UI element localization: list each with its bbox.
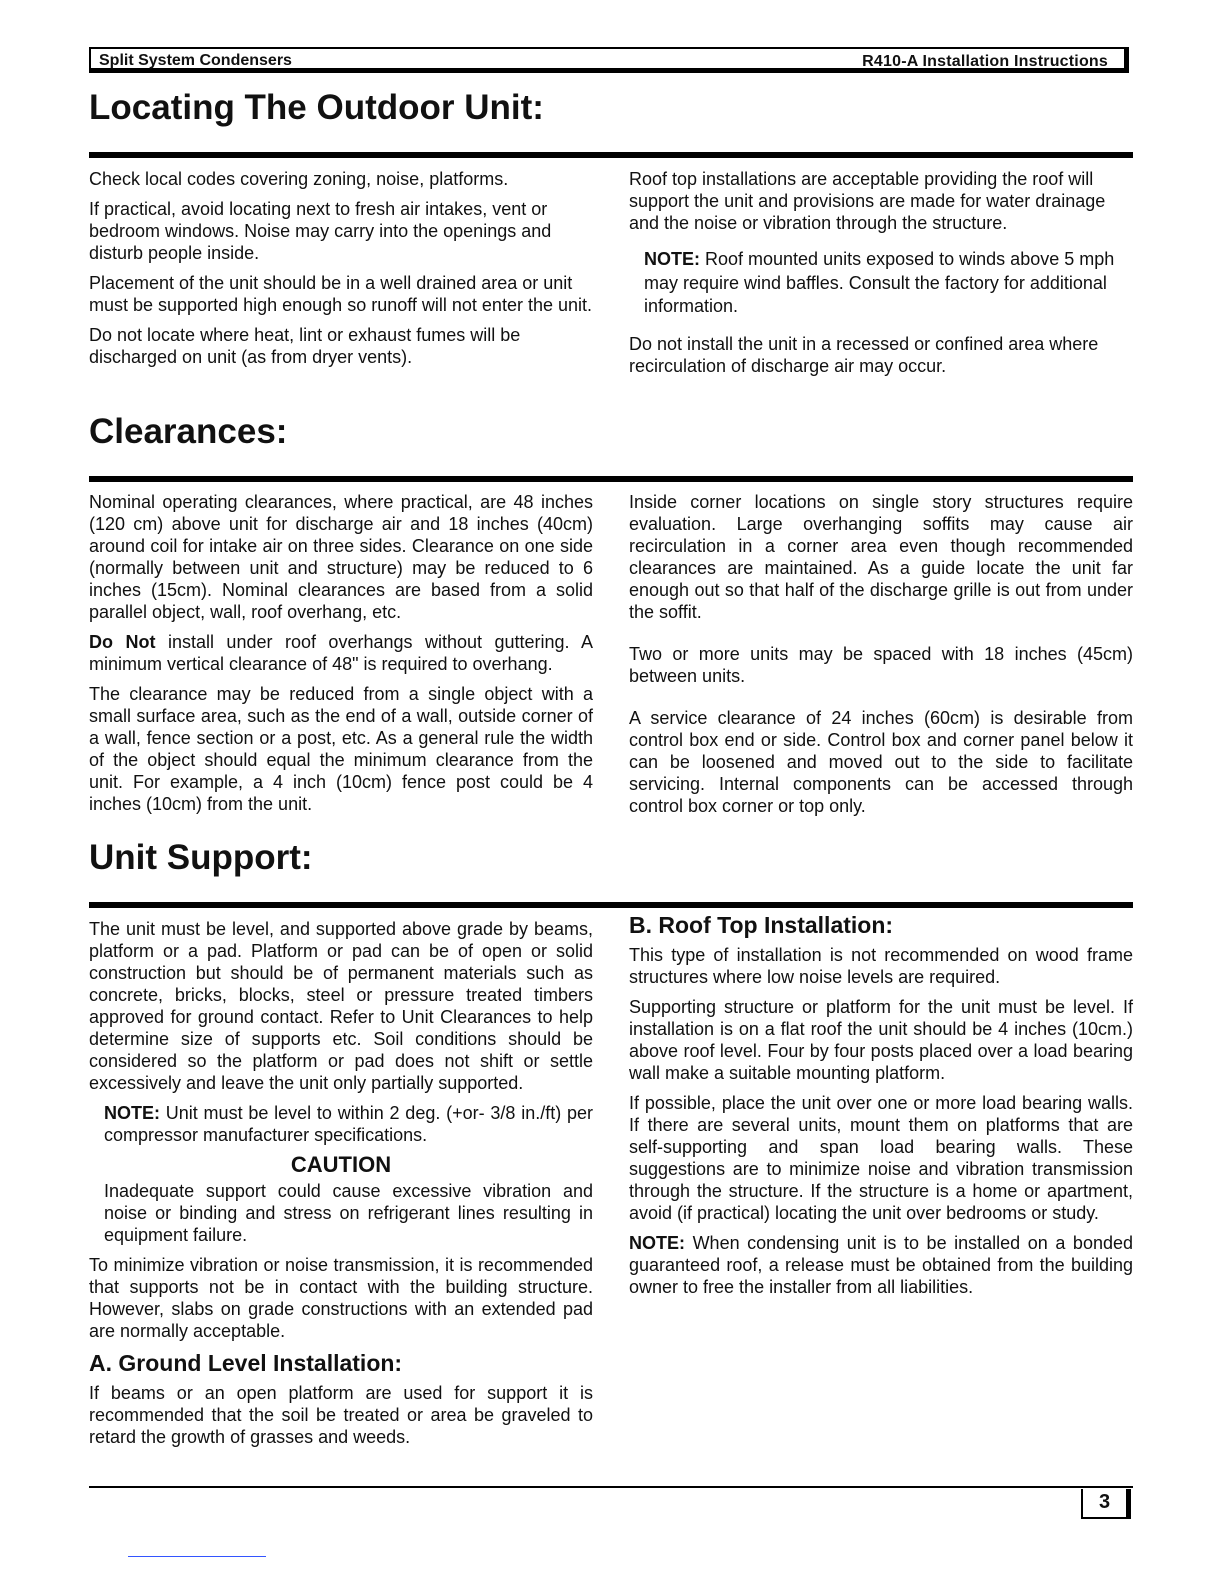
paragraph bbox=[89, 631, 593, 675]
section-title-unit-support: Unit Support: bbox=[89, 838, 313, 877]
paragraph: If beams or an open platform are used for support it is recommended that the soil be treated or area be graveled to retard the growth of grasses and weeds. bbox=[89, 1383, 593, 1447]
header-document-title: R410-A Installation Instructions bbox=[862, 53, 1108, 70]
paragraph: Do not install the unit in a recessed or confined area where recirculation of discharge air may occur. bbox=[629, 333, 1099, 376]
note-paragraph bbox=[644, 248, 1133, 319]
scan-artifact-line bbox=[128, 1556, 266, 1557]
do-not-text: install under roof overhangs without guttering. A minimum vertical clearance of 48" is required to overhang. bbox=[89, 632, 594, 674]
footer-rule bbox=[89, 1486, 1133, 1488]
paragraph: To minimize vibration or noise transmission, it is recommended that supports not be in contact with the building structure. However, slabs on grade constructions with an extended pad are normally acceptable. bbox=[89, 1255, 593, 1341]
paragraph: The unit must be level, and supported above grade by beams, platform or a pad. Platform or pad can be of open or solid construction but should be of permanent materials such as concrete, bricks, blocks, steel or pressure treated timbers approved for ground contact. Refer to Unit Clearances to help determine size of supports etc. Soil conditions should be considered so the platform or pad does not shift or settle excessively and leave the unit only partially supported. bbox=[89, 919, 593, 1093]
paragraph: The clearance may be reduced from a single object with a small surface area, such as the end of a wall, outside corner of a wall, fence section or a post, etc. As a general rule the width of the object should equal the minimum clearance from the unit. For example, a 4 inch (10cm) fence post could be 4 inches (10cm) from the unit. bbox=[89, 684, 593, 814]
clearances-left-column bbox=[89, 491, 593, 823]
paragraph: This type of installation is not recommended on wood frame structures where low noise levels are required. bbox=[629, 945, 1133, 987]
section-rule bbox=[89, 152, 1133, 158]
caution-heading: CAUTION bbox=[290, 1152, 392, 1177]
section-rule bbox=[89, 902, 1133, 908]
note-paragraph bbox=[629, 1232, 1133, 1298]
running-header bbox=[89, 47, 1129, 73]
paragraph: Supporting structure or platform for the unit must be level. If installation is on a flat roof the unit should be 4 inches (10cm.) above roof level. Four by four posts placed over a load bearing wall make a suitable mounting platform. bbox=[629, 997, 1133, 1083]
do-not-label: Do Not bbox=[89, 632, 156, 652]
section-rule bbox=[89, 476, 1133, 482]
subheading-ground-level: A. Ground Level Installation: bbox=[89, 1350, 403, 1376]
subheading-roof-top: B. Roof Top Installation: bbox=[629, 912, 894, 938]
clearances-right-column bbox=[629, 491, 1133, 825]
paragraph: Roof top installations are acceptable providing the roof will support the unit and provisions are made for water drainage and the noise or vibration through the structure. bbox=[629, 169, 1106, 233]
paragraph: Inside corner locations on single story structures require evaluation. Large overhanging soffits may cause air recirculation in a corner area even though recommended clearances are maintained. As a guide locate the unit far enough out so that half of the discharge grille is out from under the soffit. bbox=[629, 492, 1133, 622]
section-title-locating: Locating The Outdoor Unit: bbox=[89, 88, 544, 127]
locating-right-column bbox=[629, 168, 1133, 385]
note-label: NOTE: bbox=[644, 249, 700, 269]
paragraph: If practical, avoid locating next to fresh air intakes, vent or bedroom windows. Noise may carry into the openings and disturb people inside. bbox=[89, 199, 552, 263]
section-title-clearances: Clearances: bbox=[89, 412, 288, 451]
paragraph: If possible, place the unit over one or more load bearing walls. If there are several units, mount them on platforms that are self-supporting and span load bearing walls. These suggestions are to minimize noise and vibration transmission through the structure. If the structure is a home or apartment, avoid (if practical) locating the unit over bedrooms or study. bbox=[629, 1093, 1133, 1223]
caution-text: Inadequate support could cause excessive vibration and noise or binding and stress on refrigerant lines resulting in equipment failure. bbox=[104, 1181, 593, 1245]
note-label: NOTE: bbox=[104, 1103, 160, 1123]
paragraph: Placement of the unit should be in a well drained area or unit must be supported high enough so runoff will not enter the unit. bbox=[89, 273, 592, 315]
page-number: 3 bbox=[1081, 1489, 1131, 1519]
paragraph: Nominal operating clearances, where practical, are 48 inches (120 cm) above unit for discharge air and 18 inches (40cm) around coil for intake air on three sides. Clearance on one side (normally between unit and structure) may be reduced to 6 inches (15cm). Nominal clearances are based from a solid parallel object, wall, roof overhang, etc. bbox=[89, 492, 593, 622]
paragraph: Check local codes covering zoning, noise, platforms. bbox=[89, 169, 509, 189]
paragraph: Do not locate where heat, lint or exhaust fumes will be discharged on unit (as from dryer vents). bbox=[89, 325, 521, 367]
note-text: When condensing unit is to be installed on a bonded guaranteed roof, a release must be obtained from the building owner to free the installer from all liabilities. bbox=[629, 1233, 1133, 1297]
locating-left-column bbox=[89, 168, 593, 376]
paragraph: Two or more units may be spaced with 18 inches (45cm) between units. bbox=[629, 644, 1133, 686]
note-label: NOTE: bbox=[629, 1233, 685, 1253]
support-right-column bbox=[629, 914, 1133, 1306]
note-text: Roof mounted units exposed to winds above 5 mph may require wind baffles. Consult the factory for additional information. bbox=[644, 249, 1115, 316]
note-paragraph bbox=[104, 1102, 593, 1146]
header-product-title: Split System Condensers bbox=[99, 52, 292, 69]
paragraph: A service clearance of 24 inches (60cm) is desirable from control box end or side. Control box and corner panel below it can be loosened and moved out to the side to facilitate servicing. Internal components can be accessed through control box corner or top only. bbox=[629, 708, 1133, 816]
support-left-column bbox=[89, 918, 593, 1456]
note-text: Unit must be level to within 2 deg. (+or- 3/8 in./ft) per compressor manufacturer specifications. bbox=[104, 1103, 593, 1145]
